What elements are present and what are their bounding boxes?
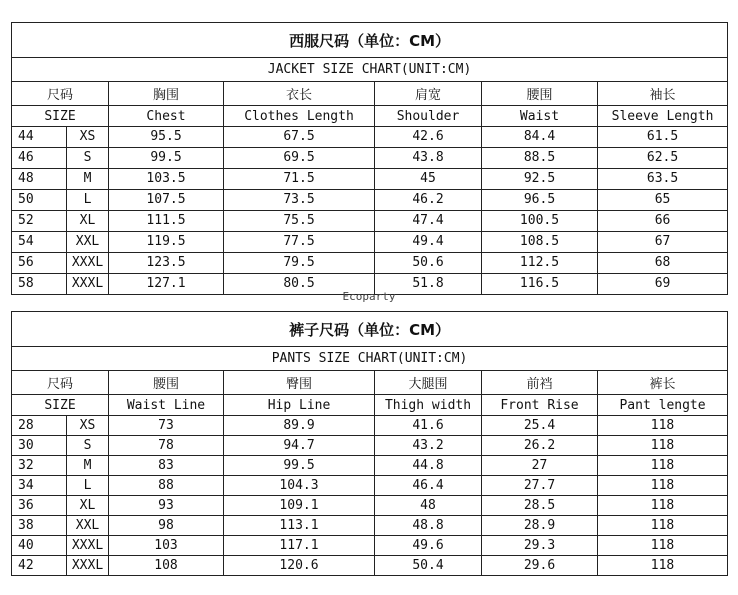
shoulder-value: 51.8 xyxy=(375,274,482,295)
size-number: 36 xyxy=(12,496,67,516)
chest-value: 103.5 xyxy=(109,169,224,190)
waist-value: 88.5 xyxy=(482,148,598,169)
thigh-width-value: 50.4 xyxy=(375,556,482,576)
chest-value: 127.1 xyxy=(109,274,224,295)
jacket-header-length: Clothes Length xyxy=(224,106,375,127)
shoulder-value: 42.6 xyxy=(375,127,482,148)
front-rise-value: 26.2 xyxy=(482,436,598,456)
pants-size-table xyxy=(11,311,728,576)
pant-length-value: 118 xyxy=(598,416,728,436)
chest-value: 95.5 xyxy=(109,127,224,148)
size-letter: S xyxy=(67,436,109,456)
thigh-width-value: 48 xyxy=(375,496,482,516)
table-row xyxy=(12,556,728,576)
jacket-table-title: 西服尺码（单位：CM） xyxy=(12,23,728,58)
front-rise-value: 28.9 xyxy=(482,516,598,536)
sleeve-length-value: 69 xyxy=(598,274,728,295)
sleeve-length-value: 63.5 xyxy=(598,169,728,190)
thigh-width-value: 43.2 xyxy=(375,436,482,456)
pant-length-value: 118 xyxy=(598,496,728,516)
sleeve-length-value: 68 xyxy=(598,253,728,274)
front-rise-value: 29.6 xyxy=(482,556,598,576)
size-number: 54 xyxy=(12,232,67,253)
jacket-header-length-zh: 衣长 xyxy=(224,82,375,106)
jacket-header-waist-zh: 腰围 xyxy=(482,82,598,106)
pants-header-size-zh: 尺码 xyxy=(12,371,109,395)
table-row xyxy=(12,232,728,253)
size-letter: XL xyxy=(67,496,109,516)
shoulder-value: 43.8 xyxy=(375,148,482,169)
size-number: 40 xyxy=(12,536,67,556)
size-letter: XXXL xyxy=(67,536,109,556)
pant-length-value: 118 xyxy=(598,536,728,556)
jacket-header-shoulder: Shoulder xyxy=(375,106,482,127)
jacket-header-sleeve-zh: 袖长 xyxy=(598,82,728,106)
front-rise-value: 27.7 xyxy=(482,476,598,496)
waist-value: 112.5 xyxy=(482,253,598,274)
waist-value: 116.5 xyxy=(482,274,598,295)
table-row xyxy=(12,436,728,456)
clothes-length-value: 79.5 xyxy=(224,253,375,274)
size-number: 48 xyxy=(12,169,67,190)
chest-value: 99.5 xyxy=(109,148,224,169)
jacket-header-sleeve: Sleeve Length xyxy=(598,106,728,127)
pant-length-value: 118 xyxy=(598,436,728,456)
chest-value: 107.5 xyxy=(109,190,224,211)
pant-length-value: 118 xyxy=(598,556,728,576)
pant-length-value: 118 xyxy=(598,516,728,536)
size-number: 32 xyxy=(12,456,67,476)
size-number: 28 xyxy=(12,416,67,436)
table-row xyxy=(12,190,728,211)
size-letter: XXXL xyxy=(67,556,109,576)
hip-line-value: 109.1 xyxy=(224,496,375,516)
pants-header-thigh-zh: 大腿围 xyxy=(375,371,482,395)
table-row xyxy=(12,127,728,148)
thigh-width-value: 44.8 xyxy=(375,456,482,476)
size-number: 50 xyxy=(12,190,67,211)
waist-line-value: 73 xyxy=(109,416,224,436)
shoulder-value: 50.6 xyxy=(375,253,482,274)
pant-length-value: 118 xyxy=(598,456,728,476)
front-rise-value: 29.3 xyxy=(482,536,598,556)
table-row xyxy=(12,169,728,190)
pants-header-length: Pant lengte xyxy=(598,395,728,416)
sleeve-length-value: 62.5 xyxy=(598,148,728,169)
waist-line-value: 83 xyxy=(109,456,224,476)
table-row xyxy=(12,253,728,274)
jacket-header-size: SIZE xyxy=(12,106,109,127)
hip-line-value: 99.5 xyxy=(224,456,375,476)
size-letter: M xyxy=(67,169,109,190)
chest-value: 119.5 xyxy=(109,232,224,253)
size-letter: XXL xyxy=(67,232,109,253)
sleeve-length-value: 65 xyxy=(598,190,728,211)
pants-header-hip-zh: 臀围 xyxy=(224,371,375,395)
size-letter: M xyxy=(67,456,109,476)
jacket-size-table xyxy=(11,22,728,295)
pants-table-title: 裤子尺码（单位：CM） xyxy=(12,312,728,347)
pants-chart-title: PANTS SIZE CHART(UNIT:CM) xyxy=(12,347,728,371)
size-number: 38 xyxy=(12,516,67,536)
shoulder-value: 46.2 xyxy=(375,190,482,211)
size-letter: XXXL xyxy=(67,253,109,274)
size-number: 30 xyxy=(12,436,67,456)
clothes-length-value: 71.5 xyxy=(224,169,375,190)
front-rise-value: 25.4 xyxy=(482,416,598,436)
jacket-header-chest: Chest xyxy=(109,106,224,127)
size-number: 46 xyxy=(12,148,67,169)
hip-line-value: 117.1 xyxy=(224,536,375,556)
waist-line-value: 103 xyxy=(109,536,224,556)
clothes-length-value: 69.5 xyxy=(224,148,375,169)
waist-value: 92.5 xyxy=(482,169,598,190)
size-number: 58 xyxy=(12,274,67,295)
clothes-length-value: 80.5 xyxy=(224,274,375,295)
waist-line-value: 98 xyxy=(109,516,224,536)
jacket-header-chest-zh: 胸围 xyxy=(109,82,224,106)
size-number: 42 xyxy=(12,556,67,576)
pants-header-rise-zh: 前裆 xyxy=(482,371,598,395)
size-number: 44 xyxy=(12,127,67,148)
pants-header-waist-zh: 腰围 xyxy=(109,371,224,395)
hip-line-value: 104.3 xyxy=(224,476,375,496)
shoulder-value: 45 xyxy=(375,169,482,190)
pants-header-thigh: Thigh width xyxy=(375,395,482,416)
clothes-length-value: 73.5 xyxy=(224,190,375,211)
thigh-width-value: 41.6 xyxy=(375,416,482,436)
table-row xyxy=(12,516,728,536)
hip-line-value: 113.1 xyxy=(224,516,375,536)
chest-value: 123.5 xyxy=(109,253,224,274)
hip-line-value: 89.9 xyxy=(224,416,375,436)
sleeve-length-value: 67 xyxy=(598,232,728,253)
front-rise-value: 28.5 xyxy=(482,496,598,516)
size-letter: XS xyxy=(67,416,109,436)
thigh-width-value: 46.4 xyxy=(375,476,482,496)
jacket-header-shoulder-zh: 肩宽 xyxy=(375,82,482,106)
size-letter: XL xyxy=(67,211,109,232)
jacket-header-waist: Waist xyxy=(482,106,598,127)
thigh-width-value: 48.8 xyxy=(375,516,482,536)
size-letter: XXL xyxy=(67,516,109,536)
clothes-length-value: 75.5 xyxy=(224,211,375,232)
pants-header-rise: Front Rise xyxy=(482,395,598,416)
sleeve-length-value: 66 xyxy=(598,211,728,232)
hip-line-value: 94.7 xyxy=(224,436,375,456)
table-row xyxy=(12,496,728,516)
hip-line-value: 120.6 xyxy=(224,556,375,576)
jacket-header-size-zh: 尺码 xyxy=(12,82,109,106)
waist-value: 100.5 xyxy=(482,211,598,232)
table-row xyxy=(12,476,728,496)
shoulder-value: 49.4 xyxy=(375,232,482,253)
waist-line-value: 88 xyxy=(109,476,224,496)
table-row xyxy=(12,148,728,169)
thigh-width-value: 49.6 xyxy=(375,536,482,556)
pant-length-value: 118 xyxy=(598,476,728,496)
waist-value: 108.5 xyxy=(482,232,598,253)
jacket-chart-title: JACKET SIZE CHART(UNIT:CM) xyxy=(12,58,728,82)
chest-value: 111.5 xyxy=(109,211,224,232)
waist-line-value: 78 xyxy=(109,436,224,456)
table-row xyxy=(12,416,728,436)
clothes-length-value: 67.5 xyxy=(224,127,375,148)
size-number: 34 xyxy=(12,476,67,496)
size-letter: L xyxy=(67,190,109,211)
pants-header-length-zh: 裤长 xyxy=(598,371,728,395)
front-rise-value: 27 xyxy=(482,456,598,476)
size-letter: XS xyxy=(67,127,109,148)
size-letter: XXXL xyxy=(67,274,109,295)
table-row xyxy=(12,211,728,232)
waist-value: 96.5 xyxy=(482,190,598,211)
waist-line-value: 93 xyxy=(109,496,224,516)
waist-line-value: 108 xyxy=(109,556,224,576)
clothes-length-value: 77.5 xyxy=(224,232,375,253)
waist-value: 84.4 xyxy=(482,127,598,148)
size-number: 56 xyxy=(12,253,67,274)
pants-header-size: SIZE xyxy=(12,395,109,416)
size-number: 52 xyxy=(12,211,67,232)
pants-header-waist: Waist Line xyxy=(109,395,224,416)
pants-header-hip: Hip Line xyxy=(224,395,375,416)
table-row xyxy=(12,536,728,556)
size-letter: S xyxy=(67,148,109,169)
shoulder-value: 47.4 xyxy=(375,211,482,232)
sleeve-length-value: 61.5 xyxy=(598,127,728,148)
size-letter: L xyxy=(67,476,109,496)
watermark: Ecoparty xyxy=(342,290,396,303)
table-row xyxy=(12,456,728,476)
